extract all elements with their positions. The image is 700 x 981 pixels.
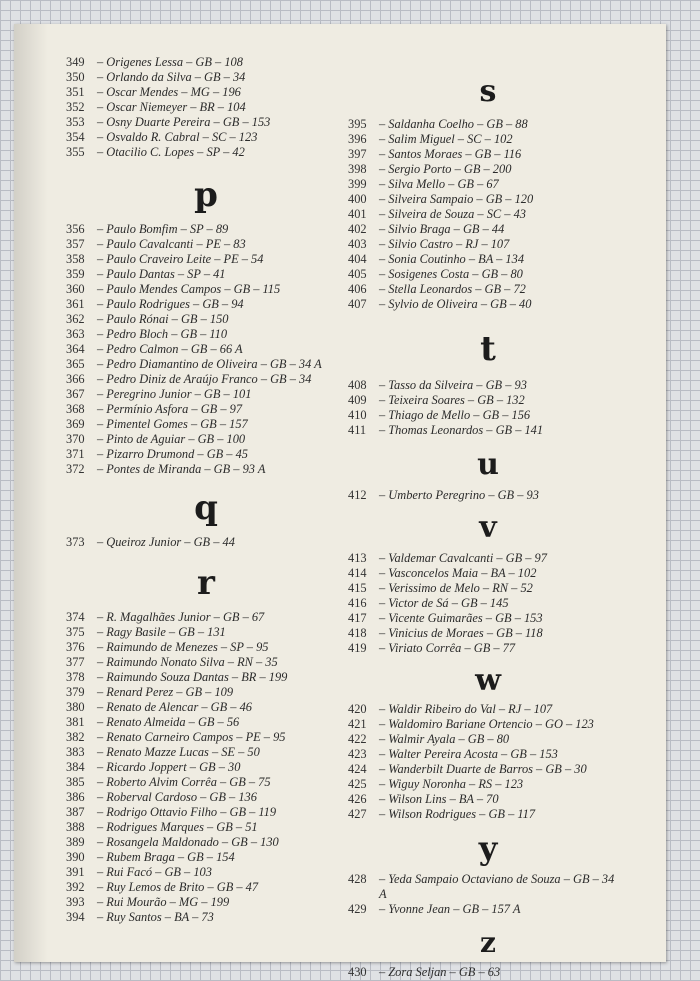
entry-number: 405: [348, 267, 367, 281]
entry-list-y: [348, 872, 628, 917]
list-item: [348, 222, 628, 237]
list-item: [348, 702, 628, 717]
entry-text: – Wanderbilt Duarte de Barros – GB – 30: [379, 762, 587, 776]
entry-number: 410: [348, 408, 367, 422]
list-item: [348, 162, 628, 177]
entry-number: 372: [66, 462, 85, 476]
entry-text: – Sonia Coutinho – BA – 134: [379, 252, 525, 266]
entry-text: – Pedro Bloch – GB – 110: [97, 327, 228, 341]
entry-text: – Paulo Rónai – GB – 150: [97, 312, 229, 326]
list-item: [348, 762, 628, 777]
entry-text: – Otacilio C. Lopes – SP – 42: [97, 145, 245, 159]
entry-text: – Umberto Peregrino – GB – 93: [379, 488, 539, 502]
list-item: [348, 297, 628, 312]
entry-number: 384: [66, 760, 85, 774]
list-item: [348, 777, 628, 792]
entry-number: 359: [66, 267, 85, 281]
entry-text: – Pedro Diamantino de Oliveira – GB – 34 A: [97, 357, 322, 371]
entry-text: – Osvaldo R. Cabral – SC – 123: [97, 130, 258, 144]
entry-text: – Orlando da Silva – GB – 34: [97, 70, 246, 84]
entry-number: 415: [348, 581, 367, 595]
entry-number: 397: [348, 147, 367, 161]
entry-number: 390: [66, 850, 85, 864]
entry-number: 425: [348, 777, 367, 791]
entry-number: 361: [66, 297, 85, 311]
list-item: [348, 581, 628, 596]
entry-text: – Paulo Dantas – SP – 41: [97, 267, 226, 281]
section-letter-t: t: [480, 329, 496, 369]
section-letter-v: v: [479, 510, 497, 545]
entry-list-o: [66, 55, 346, 160]
entry-text: – Ragy Basile – GB – 131: [97, 625, 226, 639]
entry-number: 351: [66, 85, 85, 99]
entry-number: 374: [66, 610, 85, 624]
section-letter-r: r: [197, 563, 215, 603]
list-item: [66, 145, 346, 160]
list-item: [66, 730, 346, 745]
entry-list-z: [348, 965, 628, 980]
list-item: [66, 297, 346, 312]
entry-text: – Victor de Sá – GB – 145: [379, 596, 509, 610]
list-item: [66, 775, 346, 790]
entry-text: – Paulo Mendes Campos – GB – 115: [97, 282, 281, 296]
list-item: [348, 177, 628, 192]
entry-text: – Roberto Alvim Corrêa – GB – 75: [97, 775, 271, 789]
list-item: [66, 640, 346, 655]
list-item: [66, 312, 346, 327]
entry-list-r: [66, 610, 346, 925]
list-item: [348, 117, 628, 132]
list-item: [348, 792, 628, 807]
list-item: [66, 895, 346, 910]
entry-number: 430: [348, 965, 367, 979]
entry-text: – Salim Miguel – SC – 102: [379, 132, 513, 146]
entry-text: – Santos Moraes – GB – 116: [379, 147, 522, 161]
entry-number: 385: [66, 775, 85, 789]
entry-number: 394: [66, 910, 85, 924]
entry-text: – Sergio Porto – GB – 200: [379, 162, 512, 176]
list-item: [66, 820, 346, 835]
list-item: [66, 417, 346, 432]
list-item: [348, 717, 628, 732]
list-item: [348, 237, 628, 252]
entry-number: 383: [66, 745, 85, 759]
entry-number: 375: [66, 625, 85, 639]
entry-number: 401: [348, 207, 367, 221]
entry-text: – Queiroz Junior – GB – 44: [97, 535, 235, 549]
entry-number: 392: [66, 880, 85, 894]
entry-text: – Raimundo de Menezes – SP – 95: [97, 640, 269, 654]
entry-text: – Oscar Niemeyer – BR – 104: [97, 100, 246, 114]
entry-text: – Waldir Ribeiro do Val – RJ – 107: [379, 702, 553, 716]
entry-text: – Wiguy Noronha – RS – 123: [379, 777, 524, 791]
left-column: [66, 55, 346, 925]
list-item: [66, 535, 346, 550]
list-item: [66, 745, 346, 760]
entry-number: 369: [66, 417, 85, 431]
list-item: [348, 423, 628, 438]
entry-number: 429: [348, 902, 367, 916]
entry-number: 427: [348, 807, 367, 821]
entry-text: – Pizarro Drumond – GB – 45: [97, 447, 248, 461]
entry-text: – Renard Perez – GB – 109: [97, 685, 234, 699]
list-item: [66, 670, 346, 685]
entry-number: 353: [66, 115, 85, 129]
entry-number: 379: [66, 685, 85, 699]
entry-number: 426: [348, 792, 367, 806]
entry-number: 398: [348, 162, 367, 176]
entry-number: 417: [348, 611, 367, 625]
entry-number: 380: [66, 700, 85, 714]
entry-text: – Thiago de Mello – GB – 156: [379, 408, 531, 422]
list-item: [66, 447, 346, 462]
entry-number: 363: [66, 327, 85, 341]
entry-number: 386: [66, 790, 85, 804]
entry-number: 354: [66, 130, 85, 144]
entry-text: – Silvio Braga – GB – 44: [379, 222, 505, 236]
section-letter-w: w: [475, 663, 501, 698]
entry-number: 420: [348, 702, 367, 716]
list-item: [66, 610, 346, 625]
entry-text: – Renato de Alencar – GB – 46: [97, 700, 252, 714]
entry-number: 402: [348, 222, 367, 236]
entry-text: – Vicente Guimarães – GB – 153: [379, 611, 543, 625]
list-item: [348, 207, 628, 222]
entry-text: – Pedro Diniz de Araújo Franco – GB – 34: [97, 372, 312, 386]
entry-text: – Ruy Lemos de Brito – GB – 47: [97, 880, 259, 894]
entry-text: – Pontes de Miranda – GB – 93 A: [97, 462, 266, 476]
entry-number: 399: [348, 177, 367, 191]
list-item: [66, 655, 346, 670]
entry-number: 396: [348, 132, 367, 146]
entry-text: – Yeda Sampaio Octaviano de Souza – GB – 34 A: [379, 872, 615, 901]
entry-list-t: [348, 378, 628, 438]
entry-text: – Renato Mazze Lucas – SE – 50: [97, 745, 260, 759]
entry-text: – Pedro Calmon – GB – 66 A: [97, 342, 243, 356]
entry-text: – Rodrigo Ottavio Filho – GB – 119: [97, 805, 277, 819]
list-item: [66, 115, 346, 130]
list-item: [66, 685, 346, 700]
entry-text: – Pimentel Gomes – GB – 157: [97, 417, 248, 431]
list-item: [348, 393, 628, 408]
list-item: [348, 807, 628, 822]
list-item: [348, 132, 628, 147]
entry-number: 371: [66, 447, 85, 461]
section-letter-u: u: [477, 447, 499, 482]
list-item: [66, 700, 346, 715]
entry-number: 373: [66, 535, 85, 549]
entry-number: 424: [348, 762, 367, 776]
entry-text: – Oscar Mendes – MG – 196: [97, 85, 241, 99]
entry-text: – Yvonne Jean – GB – 157 A: [379, 902, 521, 916]
entry-text: – Paulo Craveiro Leite – PE – 54: [97, 252, 264, 266]
entry-text: – Zora Seljan – GB – 63: [379, 965, 501, 979]
entry-number: 406: [348, 282, 367, 296]
entry-list-w: [348, 702, 628, 822]
entry-number: 381: [66, 715, 85, 729]
entry-number: 358: [66, 252, 85, 266]
entry-number: 403: [348, 237, 367, 251]
list-item: [66, 432, 346, 447]
list-item: [348, 872, 628, 902]
entry-number: 412: [348, 488, 367, 502]
entry-number: 408: [348, 378, 367, 392]
entry-number: 382: [66, 730, 85, 744]
entry-text: – Silva Mello – GB – 67: [379, 177, 499, 191]
list-item: [348, 902, 628, 917]
entry-number: 409: [348, 393, 367, 407]
entry-number: 400: [348, 192, 367, 206]
list-item: [66, 910, 346, 925]
entry-number: 416: [348, 596, 367, 610]
list-item: [66, 342, 346, 357]
entry-text: – Paulo Rodrigues – GB – 94: [97, 297, 244, 311]
entry-text: – Walter Pereira Acosta – GB – 153: [379, 747, 558, 761]
list-item: [66, 327, 346, 342]
list-item: [348, 282, 628, 297]
entry-number: 422: [348, 732, 367, 746]
entry-text: – Tasso da Silveira – GB – 93: [379, 378, 527, 392]
list-item: [66, 357, 346, 372]
entry-list-v: [348, 551, 628, 656]
list-item: [66, 805, 346, 820]
entry-text: – Silvio Castro – RJ – 107: [379, 237, 510, 251]
list-item: [66, 880, 346, 895]
list-item: [66, 55, 346, 70]
entry-text: – Waldomiro Bariane Ortencio – GO – 123: [379, 717, 594, 731]
list-item: [348, 488, 628, 503]
entry-text: – Silveira Sampaio – GB – 120: [379, 192, 534, 206]
entry-number: 388: [66, 820, 85, 834]
list-item: [66, 625, 346, 640]
entry-number: 349: [66, 55, 85, 69]
entry-number: 423: [348, 747, 367, 761]
list-item: [348, 408, 628, 423]
entry-text: – Saldanha Coelho – GB – 88: [379, 117, 528, 131]
entry-number: 413: [348, 551, 367, 565]
entry-number: 391: [66, 865, 85, 879]
list-item: [66, 372, 346, 387]
entry-number: 378: [66, 670, 85, 684]
list-item: [66, 850, 346, 865]
list-item: [348, 147, 628, 162]
list-item: [348, 551, 628, 566]
entry-list-p: [66, 222, 346, 477]
right-column: [348, 55, 628, 980]
page-spine-shadow: [14, 24, 48, 962]
list-item: [348, 611, 628, 626]
list-item: [66, 715, 346, 730]
list-item: [66, 790, 346, 805]
entry-number: 368: [66, 402, 85, 416]
entry-number: 414: [348, 566, 367, 580]
entry-number: 357: [66, 237, 85, 251]
list-item: [66, 267, 346, 282]
entry-text: – Vasconcelos Maia – BA – 102: [379, 566, 537, 580]
entry-number: 395: [348, 117, 367, 131]
list-item: [66, 252, 346, 267]
entry-number: 356: [66, 222, 85, 236]
section-letter-y: y: [478, 829, 498, 867]
entry-text: – Stella Leonardos – GB – 72: [379, 282, 526, 296]
entry-number: 428: [348, 872, 367, 886]
list-item: [66, 462, 346, 477]
section-letter-s: s: [479, 74, 497, 109]
list-item: [66, 835, 346, 850]
entry-number: 355: [66, 145, 85, 159]
list-item: [348, 965, 628, 980]
entry-text: – Verissimo de Melo – RN – 52: [379, 581, 533, 595]
entry-number: 387: [66, 805, 85, 819]
entry-text: – Wilson Lins – BA – 70: [379, 792, 499, 806]
section-letter-p: p: [194, 175, 218, 215]
entry-text: – Wilson Rodrigues – GB – 117: [379, 807, 536, 821]
entry-list-q: [66, 535, 346, 550]
entry-text: – Permínio Asfora – GB – 97: [97, 402, 243, 416]
entry-number: 364: [66, 342, 85, 356]
entry-number: 376: [66, 640, 85, 654]
entry-number: 350: [66, 70, 85, 84]
entry-number: 366: [66, 372, 85, 386]
entry-text: – Sylvio de Oliveira – GB – 40: [379, 297, 532, 311]
entry-number: 418: [348, 626, 367, 640]
entry-text: – Walmir Ayala – GB – 80: [379, 732, 510, 746]
entry-number: 365: [66, 357, 85, 371]
entry-number: 389: [66, 835, 85, 849]
list-item: [66, 387, 346, 402]
list-item: [66, 865, 346, 880]
entry-text: – Roberval Cardoso – GB – 136: [97, 790, 257, 804]
list-item: [348, 626, 628, 641]
entry-text: – Peregrino Junior – GB – 101: [97, 387, 252, 401]
entry-text: – Sosigenes Costa – GB – 80: [379, 267, 523, 281]
entry-text: – Origenes Lessa – GB – 108: [97, 55, 243, 69]
entry-number: 407: [348, 297, 367, 311]
entry-number: 421: [348, 717, 367, 731]
entry-text: – Silveira de Souza – SC – 43: [379, 207, 526, 221]
list-item: [66, 222, 346, 237]
entry-text: – Osny Duarte Pereira – GB – 153: [97, 115, 271, 129]
list-item: [348, 596, 628, 611]
list-item: [348, 641, 628, 656]
entry-text: – Rodrigues Marques – GB – 51: [97, 820, 258, 834]
entry-text: – Vinicius de Moraes – GB – 118: [379, 626, 543, 640]
entry-list-s: [348, 117, 628, 312]
entry-text: – Pinto de Aguiar – GB – 100: [97, 432, 246, 446]
section-letter-z: z: [480, 926, 496, 959]
list-item: [348, 252, 628, 267]
list-item: [348, 192, 628, 207]
entry-number: 393: [66, 895, 85, 909]
section-letter-q: q: [194, 488, 218, 528]
entry-number: 404: [348, 252, 367, 266]
entry-list-u: [348, 488, 628, 503]
list-item: [66, 85, 346, 100]
list-item: [348, 747, 628, 762]
list-item: [348, 267, 628, 282]
list-item: [66, 237, 346, 252]
list-item: [66, 100, 346, 115]
entry-text: – Rui Mourão – MG – 199: [97, 895, 230, 909]
entry-text: – Raimundo Nonato Silva – RN – 35: [97, 655, 278, 669]
entry-number: 367: [66, 387, 85, 401]
list-item: [66, 130, 346, 145]
list-item: [66, 282, 346, 297]
entry-number: 352: [66, 100, 85, 114]
entry-number: 419: [348, 641, 367, 655]
entry-text: – Ruy Santos – BA – 73: [97, 910, 214, 924]
entry-text: – Renato Almeida – GB – 56: [97, 715, 240, 729]
entry-text: – Paulo Cavalcanti – PE – 83: [97, 237, 246, 251]
entry-number: 370: [66, 432, 85, 446]
list-item: [66, 402, 346, 417]
entry-text: – R. Magalhães Junior – GB – 67: [97, 610, 265, 624]
entry-text: – Ricardo Joppert – GB – 30: [97, 760, 241, 774]
entry-number: 377: [66, 655, 85, 669]
entry-text: – Thomas Leonardos – GB – 141: [379, 423, 544, 437]
list-item: [348, 378, 628, 393]
entry-text: – Rubem Braga – GB – 154: [97, 850, 235, 864]
entry-number: 360: [66, 282, 85, 296]
entry-text: – Raimundo Souza Dantas – BR – 199: [97, 670, 288, 684]
entry-number: 362: [66, 312, 85, 326]
entry-text: – Rosangela Maldonado – GB – 130: [97, 835, 279, 849]
entry-text: – Viriato Corrêa – GB – 77: [379, 641, 516, 655]
entry-text: – Paulo Bomfim – SP – 89: [97, 222, 229, 236]
list-item: [66, 760, 346, 775]
list-item: [66, 70, 346, 85]
entry-text: – Renato Carneiro Campos – PE – 95: [97, 730, 286, 744]
entry-text: – Teixeira Soares – GB – 132: [379, 393, 525, 407]
list-item: [348, 732, 628, 747]
list-item: [348, 566, 628, 581]
entry-text: – Rui Facó – GB – 103: [97, 865, 212, 879]
entry-text: – Valdemar Cavalcanti – GB – 97: [379, 551, 547, 565]
entry-number: 411: [348, 423, 367, 437]
